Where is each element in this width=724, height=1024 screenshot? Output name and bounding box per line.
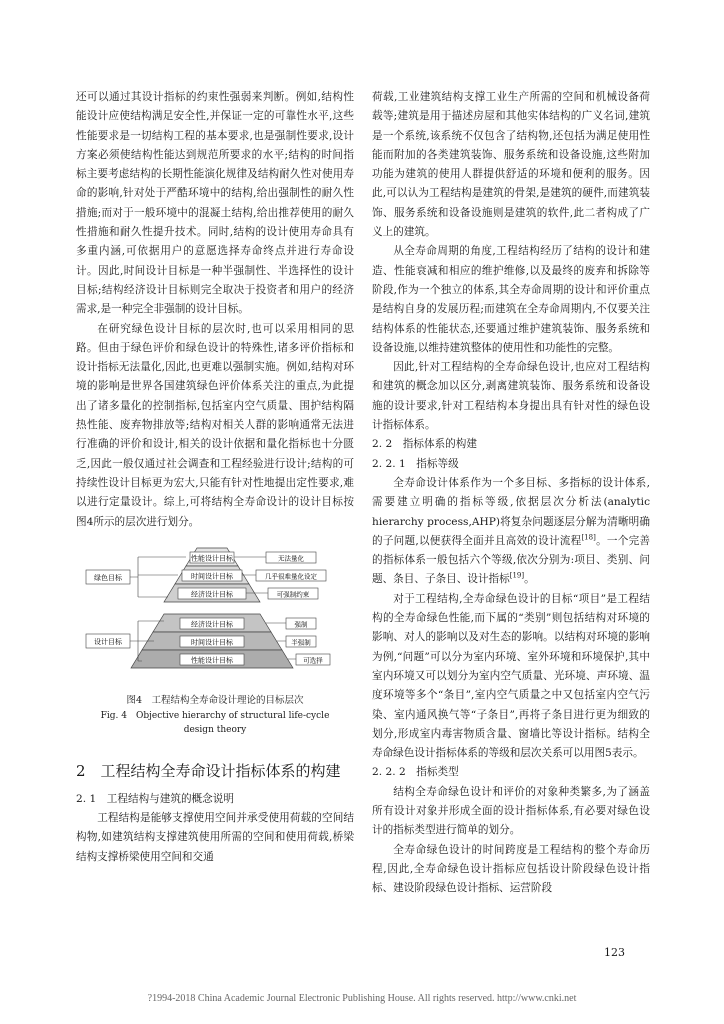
right-label: 几乎很难量化设定 [265,572,317,581]
figure-4 [76,546,354,736]
subsection-title: 2. 1 工程结构与建筑的概念说明 [76,792,234,805]
group-label: 绿色目标 [94,573,122,582]
right-label: 可选择 [303,656,323,665]
pyramid-label: 性能设计目标 [191,656,233,665]
citation-ref[interactable]: [18] [581,533,596,542]
right-column [372,88,650,898]
body-paragraph: 全寿命设计体系作为一个多目标、多指标的设计体系,需要建立明确的指标等级,依据层次分析法(analytic hierarchy process,AHP)将复杂问题逐层分解为清晰明确的子问题,以便获得全面并且高效的设计流程[18]。一个完善的指标体系一般包括六个等级,依次分别为:项目、类别、问题、条目、子条目、设计指标[19]。 [372,476,650,586]
citation-ref[interactable]: [19] [509,571,525,580]
body-paragraph: 工程结构是能够支撑使用空间并承受使用荷载的空间结构物,如建筑结构支撑建筑使用所需的空间和使用荷载,桥梁结构支撑桥梁使用空间和交通 [76,812,354,863]
right-label: 无法量化 [278,554,304,563]
pyramid-label: 经济设计目标 [191,620,233,629]
pyramid-label: 性能设计目标 [191,554,233,563]
section-title: 2 工程结构全寿命设计指标体系的构建 [76,761,341,780]
body-paragraph: 全寿命绿色设计的时间跨度是工程结构的整个寿命历程,因此,全寿命绿色设计指标应包括设计阶段绿色设计指标、建设阶段绿色设计指标、运营阶段 [372,843,650,895]
body-paragraph: 对于工程结构,全寿命绿色设计的目标“项目”是工程结构的全寿命绿色性能,而下属的“类别”则包括结构对环境的影响、对人的影响以及对生态的影响。以结构对环境的影响为例,“问题”可以分为室内环境、室外环境和环境保护,其中室内环境又可以划分为室内空气质量、光环境、声环境、温度环境等多个“条目”,室内空气质量之中又包括室内空气污染、室内通风换气等“子条目”,再将子条目进行更为细致的划分,形成室内毒害物质含量、窗墙比等设计指标。结构全寿命绿色设计指标体系的等级和层次关系可以用图5表示。 [372,592,650,760]
figure-caption-en: Fig. 4 Objective hierarchy of structural life-cycle [100,711,330,722]
right-label: 强制 [294,620,308,629]
figure-caption-cn: 图4 工程结构全寿命设计理论的目标层次 [126,695,304,707]
page-number: 123 [604,946,625,959]
copyright-footer: ?1994-2018 China Academic Journal Electronic Publishing House. All rights reserved. http://www.cnki.net [147,993,577,1004]
body-paragraph: 荷载,工业建筑结构支撑工业生产所需的空间和机械设备荷载等;建筑是用于描述房屋和其他实体结构的广义名词,建筑是一个系统,该系统不仅包含了结构物,还包括为满足使用性能而附加的各类建筑装饰、服务系统和设备设施,这些附加功能为建筑的使用人群提供舒适的环境和便利的服务。因此,可以认为工程结构是建筑的骨架,是建筑的硬件,而建筑装饰、服务系统和设备设施则是建筑的软件,此二者构成了广义上的建筑。 [372,91,650,239]
body-paragraph: 结构全寿命绿色设计和评价的对象种类繁多,为了涵盖所有设计对象并形成全面的设计指标体系,有必要对绿色设计的指标类型进行简单的划分。 [372,785,650,837]
right-label: 半强制 [291,638,311,647]
subsection-title: 2. 2. 2 指标类型 [372,766,459,779]
right-label: 可强制约束 [276,590,310,599]
subsection-title: 2. 2 指标体系的构建 [372,438,477,451]
subsection-title: 2. 2. 1 指标等级 [372,457,459,470]
pyramid-label: 经济设计目标 [191,590,233,599]
pyramid-label: 时间设计目标 [191,638,233,647]
pyramid-diagram [76,546,354,686]
body-paragraph: 从全寿命周期的角度,工程结构经历了结构的设计和建造、性能衰减和相应的维护维修,以及最终的废弃和拆除等阶段,作为一个独立的体系,其全寿命周期的设计和评价重点是结构自身的发展历程;而建筑在全寿命周期内,不仅要关注结构体系的性能状态,还要通过维护建筑装饰、服务系统和设备设施,以维持建筑整体的使用性和功能性的完整。 [372,245,650,354]
group-label: 设计目标 [94,637,122,646]
body-paragraph: 在研究绿色设计目标的层次时,也可以采用相同的思路。但由于绿色评价和绿色设计的特殊性,诸多评价指标和设计指标无法量化,因此,也更难以强制实施。例如,结构对环境的影响是世界各国建筑绿色评价体系关注的重点,为此提出了诸多量化的控制指标,包括室内空气质量、围护结构隔热性能、废弃物排放等;结构对相关人群的影响通常无法进行准确的评价和设计,相关的设计依据和量化指标也十分匮乏,因此一般仅通过社会调查和工程经验进行设计;结构的可持续性设计目标更为宏大,只能有针对性地提出定性要求,难以进行定量设计。综上,可将结构全寿命设计的设计目标按图4所示的层次进行划分。 [76,322,354,528]
body-paragraph: 还可以通过其设计指标的约束性强弱来判断。例如,结构性能设计应使结构满足安全性,并保证一定的可靠性水平,这些性能要求是一切结构工程的基本要求,也是强制性要求,设计方案必须使结构性能达到规范所要求的水平;结构的时间指标主要考虑结构的长期性能演化规律及结构耐久性对使用寿命的影响,针对处于严酷环境中的结构,给出强制性的耐久性措施;而对于一般环境中的混凝土结构,给出推荐使用的耐久性措施和耐久性提升技术。同时,结构的设计使用寿命具有多重内涵,可依据用户的意愿选择寿命终点并进行寿命设计。因此,时间设计目标是一种半强制性、半选择性的设计目标;结构经济设计目标则完全取决于投资者和用户的经济需求,是一种完全非强制的设计目标。 [76,91,354,316]
figure-caption-en: design theory [183,725,247,736]
pyramid-label: 时间设计目标 [191,572,233,581]
left-column [76,88,354,867]
body-paragraph: 因此,针对工程结构的全寿命绿色设计,也应对工程结构和建筑的概念加以区分,剥离建筑装饰、服务系统和设备设施的设计要求,针对工程结构本身提出具有针对性的绿色设计指标体系。 [372,361,650,432]
